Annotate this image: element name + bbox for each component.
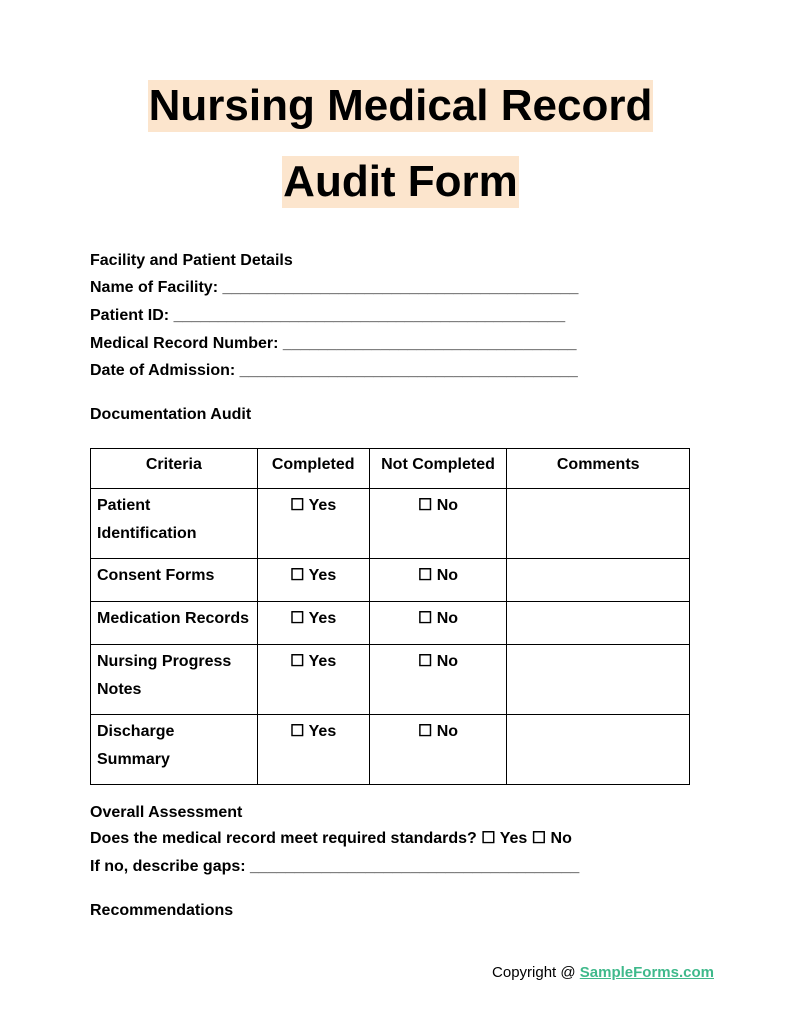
standards-question[interactable]: Does the medical record meet required standards? ☐ Yes ☐ No	[90, 830, 572, 847]
document-title	[0, 80, 801, 208]
title-line-2: Audit Form	[283, 157, 518, 206]
footer-copyright	[492, 964, 714, 981]
column-header-not-completed: Not Completed	[369, 449, 507, 489]
column-header-criteria: Criteria	[91, 449, 258, 489]
table-row	[91, 559, 690, 602]
medical-record-number-field[interactable]: Medical Record Number: _________________________________	[90, 335, 577, 352]
criteria-cell: Nursing Progress Notes	[91, 645, 258, 715]
completed-checkbox[interactable]: ☐ Yes	[257, 489, 369, 559]
completed-checkbox[interactable]: ☐ Yes	[257, 602, 369, 645]
not-completed-checkbox[interactable]: ☐ No	[369, 715, 507, 785]
column-header-comments: Comments	[507, 449, 690, 489]
documentation-audit-table	[90, 448, 690, 785]
not-completed-checkbox[interactable]: ☐ No	[369, 559, 507, 602]
table-row	[91, 602, 690, 645]
comments-cell[interactable]	[507, 489, 690, 559]
brand-link[interactable]: SampleForms.com	[579, 964, 714, 981]
table-row	[91, 645, 690, 715]
criteria-cell: Consent Forms	[91, 559, 258, 602]
comments-cell[interactable]	[507, 602, 690, 645]
comments-cell[interactable]	[507, 715, 690, 785]
comments-cell[interactable]	[507, 645, 690, 715]
documentation-heading: Documentation Audit	[90, 406, 252, 423]
table-header-row	[91, 449, 690, 489]
completed-checkbox[interactable]: ☐ Yes	[257, 559, 369, 602]
criteria-cell: Medication Records	[91, 602, 258, 645]
facility-heading: Facility and Patient Details	[90, 252, 293, 269]
completed-checkbox[interactable]: ☐ Yes	[257, 645, 369, 715]
copyright-text: Copyright @	[492, 964, 580, 981]
gaps-field[interactable]: If no, describe gaps: _____________________________________	[90, 858, 580, 875]
patient-id-field[interactable]: Patient ID: ____________________________________________	[90, 307, 566, 324]
not-completed-checkbox[interactable]: ☐ No	[369, 645, 507, 715]
not-completed-checkbox[interactable]: ☐ No	[369, 602, 507, 645]
assessment-heading: Overall Assessment	[90, 804, 243, 821]
table-row	[91, 489, 690, 559]
criteria-cell: Discharge Summary	[91, 715, 258, 785]
date-of-admission-field[interactable]: Date of Admission: ______________________________________	[90, 362, 578, 379]
completed-checkbox[interactable]: ☐ Yes	[257, 715, 369, 785]
title-line-1: Nursing Medical Record	[148, 81, 653, 130]
criteria-cell: Patient Identification	[91, 489, 258, 559]
not-completed-checkbox[interactable]: ☐ No	[369, 489, 507, 559]
table-row	[91, 715, 690, 785]
recommendations-heading: Recommendations	[90, 902, 234, 919]
comments-cell[interactable]	[507, 559, 690, 602]
name-of-facility-field[interactable]: Name of Facility: ________________________________________	[90, 279, 579, 296]
column-header-completed: Completed	[257, 449, 369, 489]
